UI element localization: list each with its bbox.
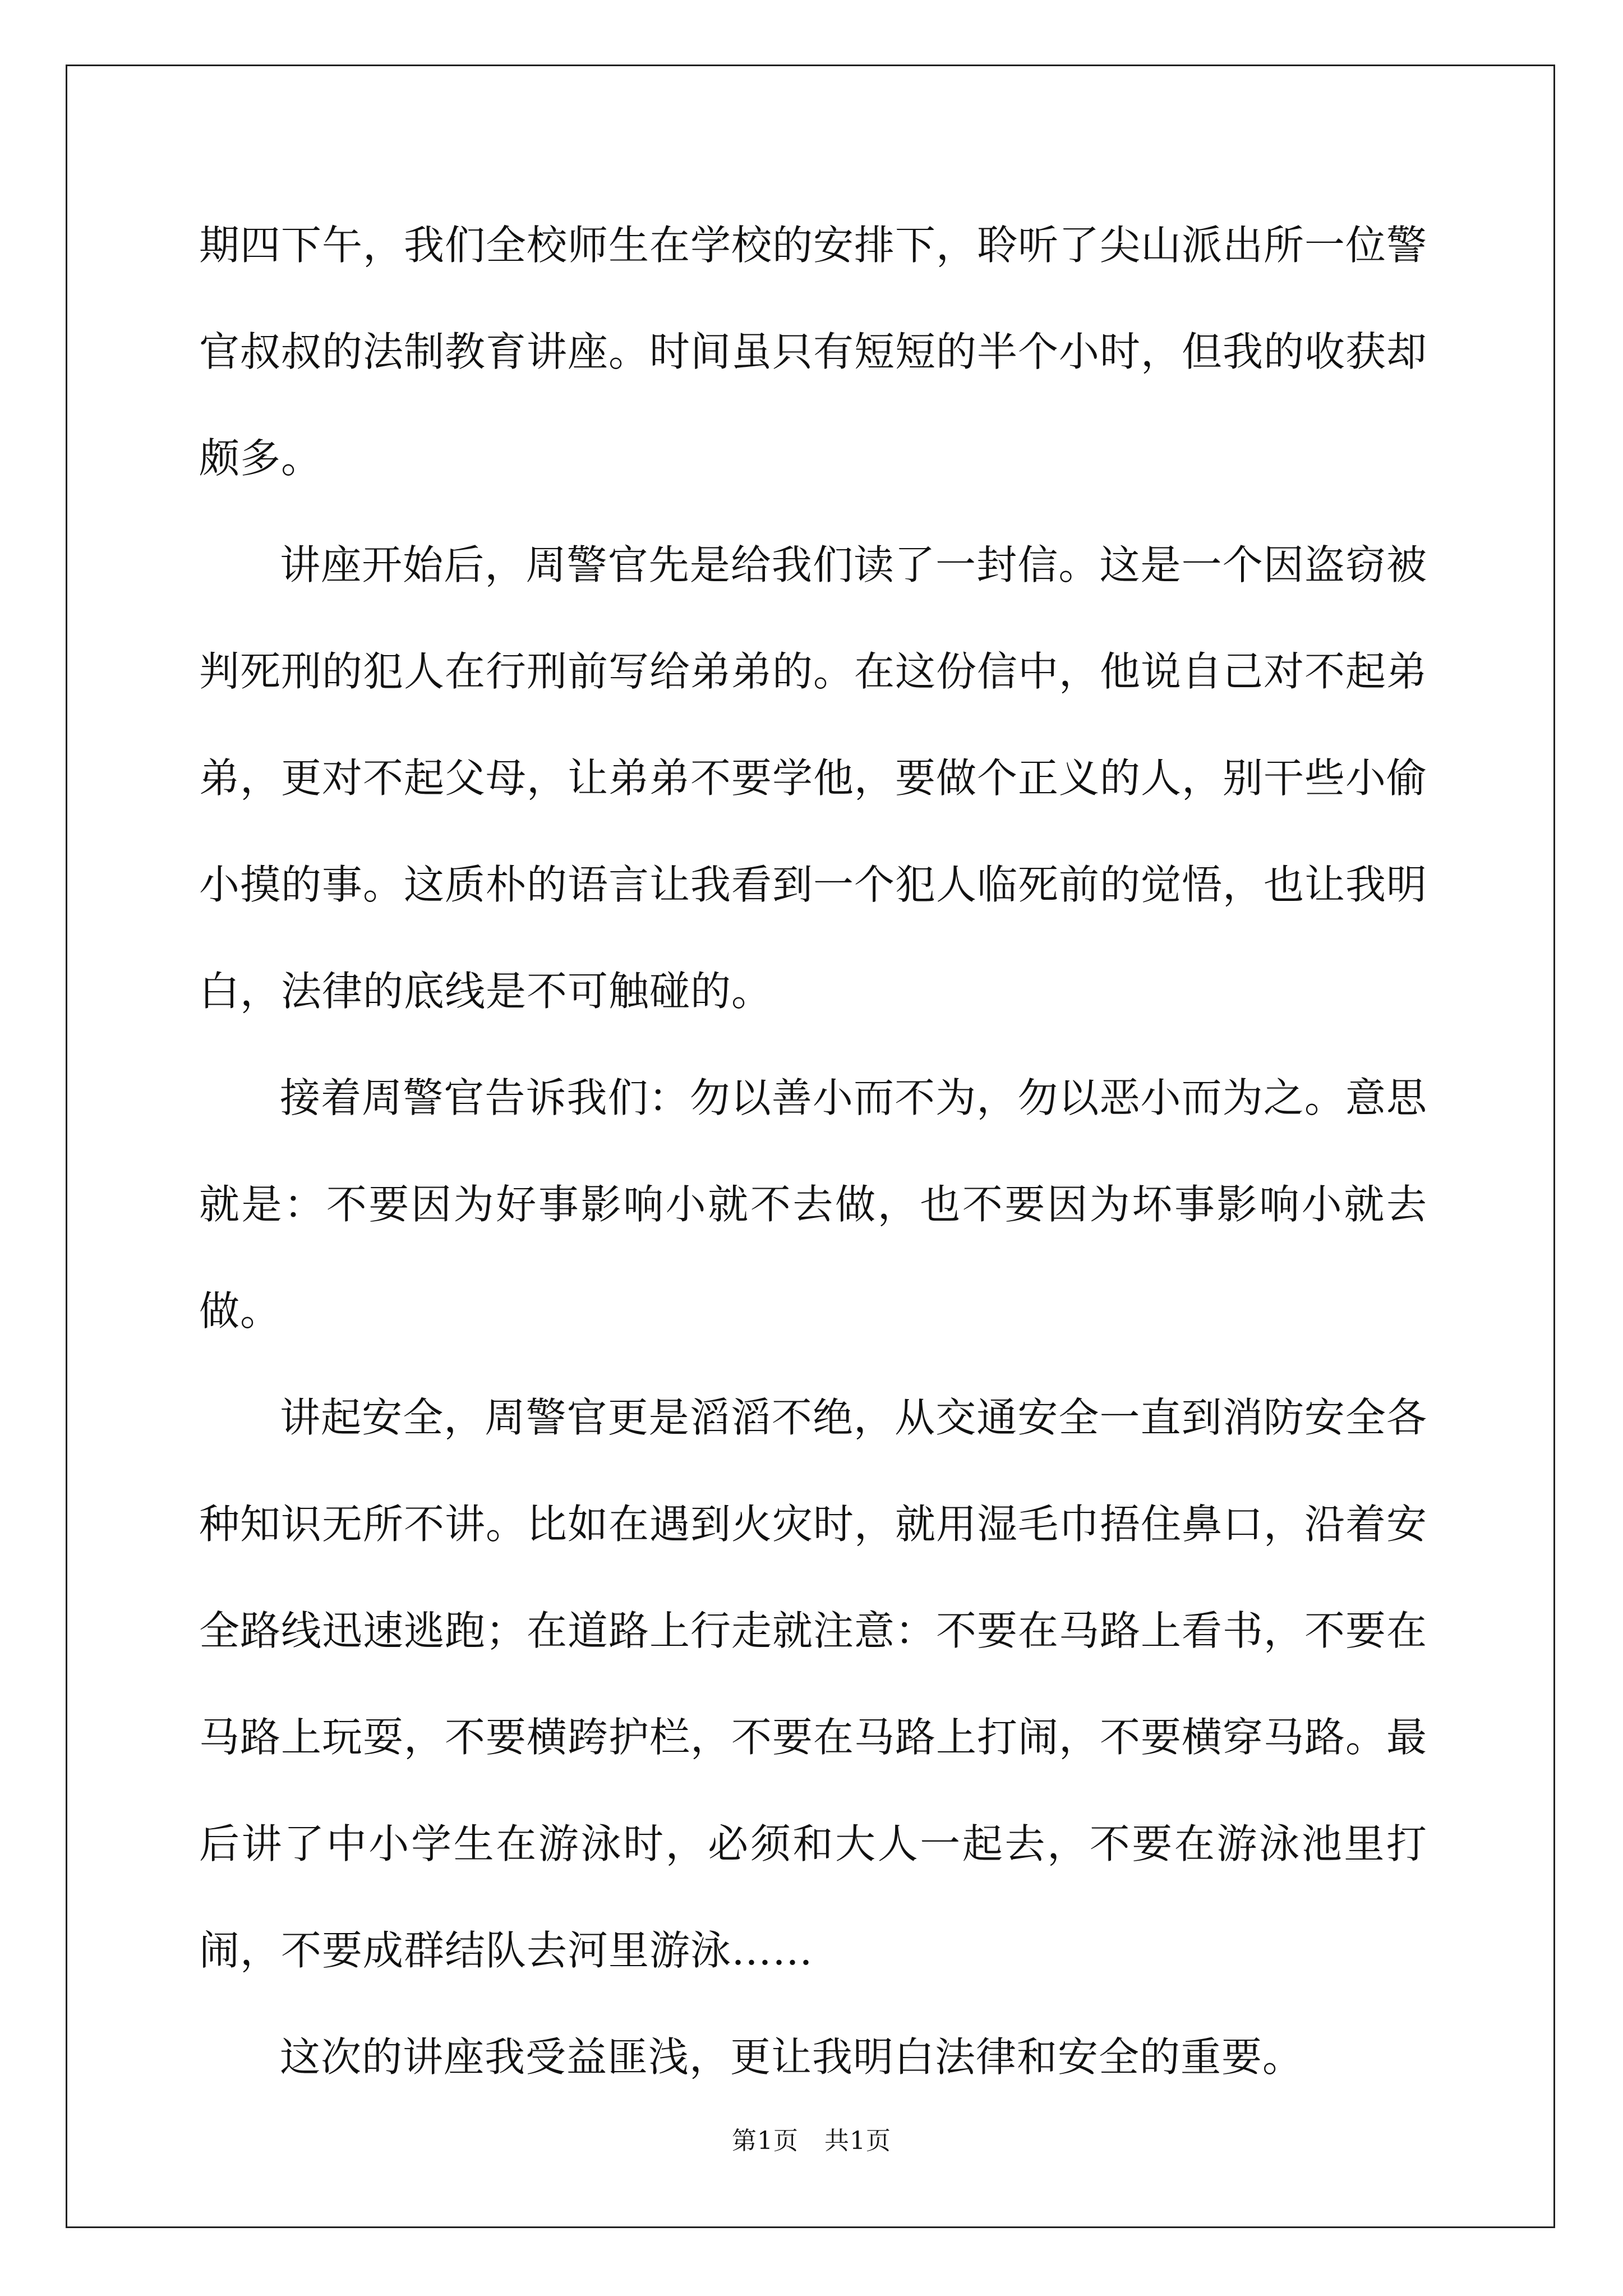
paragraph-intro: 期四下午，我们全校师生在学校的安排下，聆听了尖山派出所一位警官叔叔的法制教育讲座。时间虽只有短短的半个小时，但我的收获却颇多。: [199, 222, 1428, 482]
paragraph-letter: 讲座开始后，周警官先是给我们读了一封信。这是一个因盗窃被判死刑的犯人在行刑前写给弟弟的。在这份信中，他说自己对不起弟弟，更对不起父母，让弟弟不要学他，要做个正义的人，别干些小偷小摸的事。这质朴的语言让我看到一个犯人临死前的觉悟，也让我明白，法律的底线是不可触碰的。: [199, 541, 1428, 1015]
page-total: 共1页: [824, 2127, 891, 2155]
paragraph-proverb: 接着周警官告诉我们：勿以善小而不为，勿以恶小而为之。意思就是：不要因为好事影响小就不去做，也不要因为坏事影响小就去做。: [199, 1074, 1427, 1335]
document-body: [199, 192, 1428, 2081]
page-footer: [0, 2120, 1623, 2156]
page-number: 第1页: [732, 2127, 799, 2155]
paragraph-safety: 讲起安全，周警官更是滔滔不绝，从交通安全一直到消防安全各种知识无所不讲。比如在遇到火灾时，就用湿毛巾捂住鼻口，沿着安全路线迅速逃跑；在道路上行走就注意：不要在马路上看书，不要在马路上玩耍，不要横跨护栏，不要在马路上打闹，不要横穿马路。最后讲了中小学生在游泳时，必须和大人一起去，不要在游泳池里打闹，不要成群结队去河里游泳……: [199, 1394, 1428, 1974]
paragraph-conclusion: 这次的讲座我受益匪浅，更让我明白法律和安全的重要。: [280, 2033, 1304, 2081]
